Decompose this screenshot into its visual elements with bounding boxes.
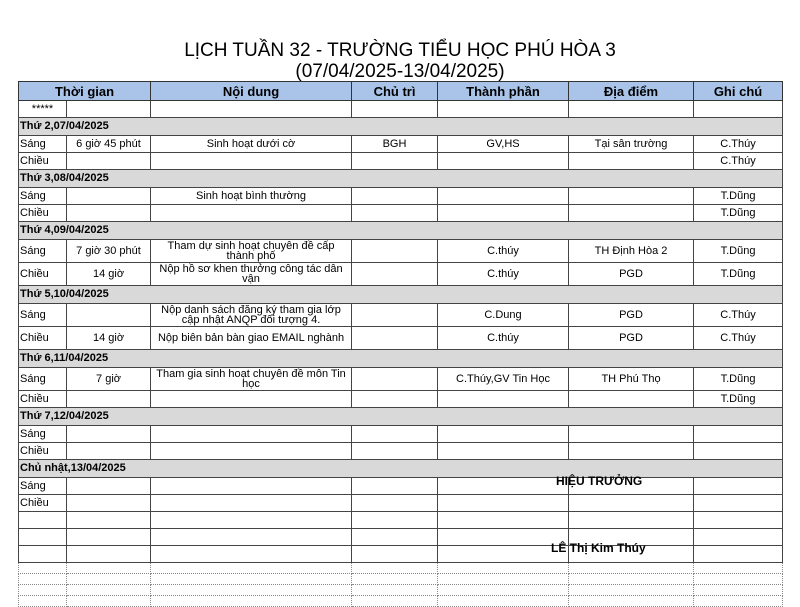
empty-cell [67,585,151,596]
empty-cell [694,596,783,607]
time-cell [67,205,151,222]
session-row [19,391,783,408]
empty-cell [352,574,438,585]
content-cell [151,426,352,443]
session-row [19,263,783,286]
empty-cell [151,546,352,563]
location-cell: TH Định Hòa 2 [569,240,694,263]
empty-row [19,512,783,529]
note-cell [694,495,783,512]
time-cell [67,153,151,170]
note-cell: T.Dũng [694,240,783,263]
empty-cell [67,512,151,529]
host-cell [352,153,438,170]
host-cell [352,205,438,222]
empty-cell [19,563,67,574]
participants-cell: C.thúy [438,327,569,350]
header-location: Địa điểm [569,82,694,101]
schedule-date-range: (07/04/2025-13/04/2025) [295,61,505,82]
time-cell [67,391,151,408]
principal-name: LÊ Thị Kim Thúy [551,541,646,555]
empty-cell [151,512,352,529]
day-label: Thứ 6,11/04/2025 [19,350,783,368]
content-cell [151,391,352,408]
empty-cell [151,574,352,585]
day-row [19,170,783,188]
content-cell: Tham gia sinh hoạt chuyên đề môn Tin học [151,368,352,391]
empty-cell [19,574,67,585]
empty-cell [67,546,151,563]
participants-cell: GV,HS [438,136,569,153]
empty-cell [694,563,783,574]
empty-row [19,563,783,574]
location-cell [569,188,694,205]
session-cell: Sáng [19,426,67,443]
empty-row [19,529,783,546]
empty-cell [352,512,438,529]
note-cell: T.Dũng [694,368,783,391]
host-cell [352,426,438,443]
empty-cell [352,596,438,607]
participants-cell [438,426,569,443]
session-cell: Chiều [19,443,67,460]
header-time: Thời gian [19,82,151,101]
note-cell: T.Dũng [694,391,783,408]
note-cell [694,426,783,443]
content-cell [151,205,352,222]
note-cell: T.Dũng [694,205,783,222]
location-cell: PGD [569,304,694,327]
session-cell: Sáng [19,478,67,495]
empty-cell [352,585,438,596]
empty-cell [151,529,352,546]
empty-cell [694,101,783,118]
schedule-title: LỊCH TUẦN 32 - TRƯỜNG TIỂU HỌC PHÚ HÒA 3 [184,40,616,61]
empty-cell [569,596,694,607]
participants-cell: C.Dung [438,304,569,327]
empty-cell [569,512,694,529]
empty-cell [352,101,438,118]
empty-cell [67,596,151,607]
empty-row [19,574,783,585]
content-cell [151,478,352,495]
day-row [19,118,783,136]
participants-cell [438,153,569,170]
empty-cell [694,512,783,529]
empty-cell [438,585,569,596]
day-row [19,222,783,240]
session-cell: Chiều [19,327,67,350]
note-cell [694,443,783,460]
session-cell: Sáng [19,240,67,263]
day-label: Chủ nhật,13/04/2025 [19,460,783,478]
content-cell: Nộp biên bản bàn giao EMAIL nghành [151,327,352,350]
note-cell: C.Thúy [694,304,783,327]
content-cell: Nộp danh sách đăng ký tham gia lớp cập nhật ANQP đối tượng 4. [151,304,352,327]
participants-cell: C.thúy [438,240,569,263]
participants-cell: C.thúy [438,263,569,286]
empty-cell [438,546,569,563]
header-host: Chủ trì [352,82,438,101]
content-cell: Nộp hồ sơ khen thưởng công tác dân vận [151,263,352,286]
time-cell [67,443,151,460]
note-cell: C.Thúy [694,327,783,350]
time-cell: 14 giờ [67,263,151,286]
empty-cell [19,512,67,529]
empty-cell [19,546,67,563]
participants-cell [438,478,569,495]
location-cell: PGD [569,263,694,286]
day-row [19,408,783,426]
empty-row [19,546,783,563]
empty-row [19,596,783,607]
session-cell: Sáng [19,188,67,205]
note-cell: T.Dũng [694,188,783,205]
time-cell [67,478,151,495]
participants-cell [438,188,569,205]
host-cell [352,478,438,495]
empty-cell [151,101,352,118]
note-cell [694,478,783,495]
location-cell [569,153,694,170]
time-cell [67,304,151,327]
empty-cell [19,529,67,546]
session-cell: Sáng [19,368,67,391]
empty-cell [352,563,438,574]
placeholder-cell: ***** [19,101,67,118]
session-cell: Sáng [19,304,67,327]
empty-cell [19,585,67,596]
header-content: Nội dung [151,82,352,101]
empty-cell [438,596,569,607]
note-cell: T.Dũng [694,263,783,286]
content-cell [151,153,352,170]
day-row [19,460,783,478]
placeholder-row [19,101,783,118]
time-cell: 14 giờ [67,327,151,350]
note-cell: C.Thúy [694,136,783,153]
note-cell: C.Thúy [694,153,783,170]
empty-cell [694,585,783,596]
empty-cell [569,574,694,585]
principal-title: HIỆU TRƯỞNG [556,474,643,488]
empty-cell [438,563,569,574]
empty-cell [438,574,569,585]
empty-row [19,585,783,596]
session-row [19,478,783,495]
participants-cell [438,205,569,222]
empty-cell [438,529,569,546]
host-cell [352,263,438,286]
day-label: Thứ 5,10/04/2025 [19,286,783,304]
host-cell [352,188,438,205]
content-cell: Sinh hoạt dưới cờ [151,136,352,153]
header-participants: Thành phần [438,82,569,101]
session-row [19,240,783,263]
day-label: Thứ 4,09/04/2025 [19,222,783,240]
session-row [19,495,783,512]
session-row [19,327,783,350]
session-row [19,443,783,460]
empty-cell [569,585,694,596]
host-cell [352,495,438,512]
time-cell: 7 giờ [67,368,151,391]
session-row [19,153,783,170]
content-cell: Tham dự sinh hoạt chuyên đề cấp thành phố [151,240,352,263]
session-cell: Chiều [19,391,67,408]
empty-cell [438,512,569,529]
session-row [19,188,783,205]
participants-cell: C.Thúy,GV Tin Học [438,368,569,391]
session-row [19,426,783,443]
host-cell: BGH [352,136,438,153]
host-cell [352,368,438,391]
empty-cell [352,546,438,563]
session-row [19,136,783,153]
empty-cell [151,596,352,607]
location-cell [569,391,694,408]
session-row [19,205,783,222]
session-cell: Chiều [19,153,67,170]
location-cell [569,426,694,443]
host-cell [352,327,438,350]
day-label: Thứ 2,07/04/2025 [19,118,783,136]
time-cell: 7 giờ 30 phút [67,240,151,263]
empty-cell [694,546,783,563]
location-cell: TH Phú Thọ [569,368,694,391]
empty-cell [694,574,783,585]
session-row [19,368,783,391]
location-cell [569,205,694,222]
empty-cell [151,585,352,596]
empty-cell [569,101,694,118]
empty-cell [67,101,151,118]
header-note: Ghi chú [694,82,783,101]
empty-cell [352,529,438,546]
session-cell: Chiều [19,205,67,222]
host-cell [352,304,438,327]
time-cell [67,426,151,443]
day-label: Thứ 7,12/04/2025 [19,408,783,426]
location-cell [569,443,694,460]
session-cell: Chiều [19,495,67,512]
participants-cell [438,391,569,408]
day-label: Thứ 3,08/04/2025 [19,170,783,188]
day-row [19,286,783,304]
empty-cell [569,563,694,574]
host-cell [352,391,438,408]
location-cell: Tại sân trường [569,136,694,153]
empty-cell [67,563,151,574]
content-cell: Sinh hoạt bình thường [151,188,352,205]
header-row [19,82,783,101]
empty-cell [67,529,151,546]
host-cell [352,240,438,263]
empty-cell [438,101,569,118]
empty-cell [19,596,67,607]
weekly-schedule-table [18,81,783,607]
content-cell [151,495,352,512]
location-cell: PGD [569,327,694,350]
time-cell: 6 giờ 45 phút [67,136,151,153]
participants-cell [438,495,569,512]
session-cell: Chiều [19,263,67,286]
session-row [19,304,783,327]
location-cell [569,495,694,512]
participants-cell [438,443,569,460]
empty-cell [151,563,352,574]
content-cell [151,443,352,460]
day-row [19,350,783,368]
empty-cell [694,529,783,546]
empty-cell [67,574,151,585]
session-cell: Sáng [19,136,67,153]
time-cell [67,188,151,205]
host-cell [352,443,438,460]
time-cell [67,495,151,512]
